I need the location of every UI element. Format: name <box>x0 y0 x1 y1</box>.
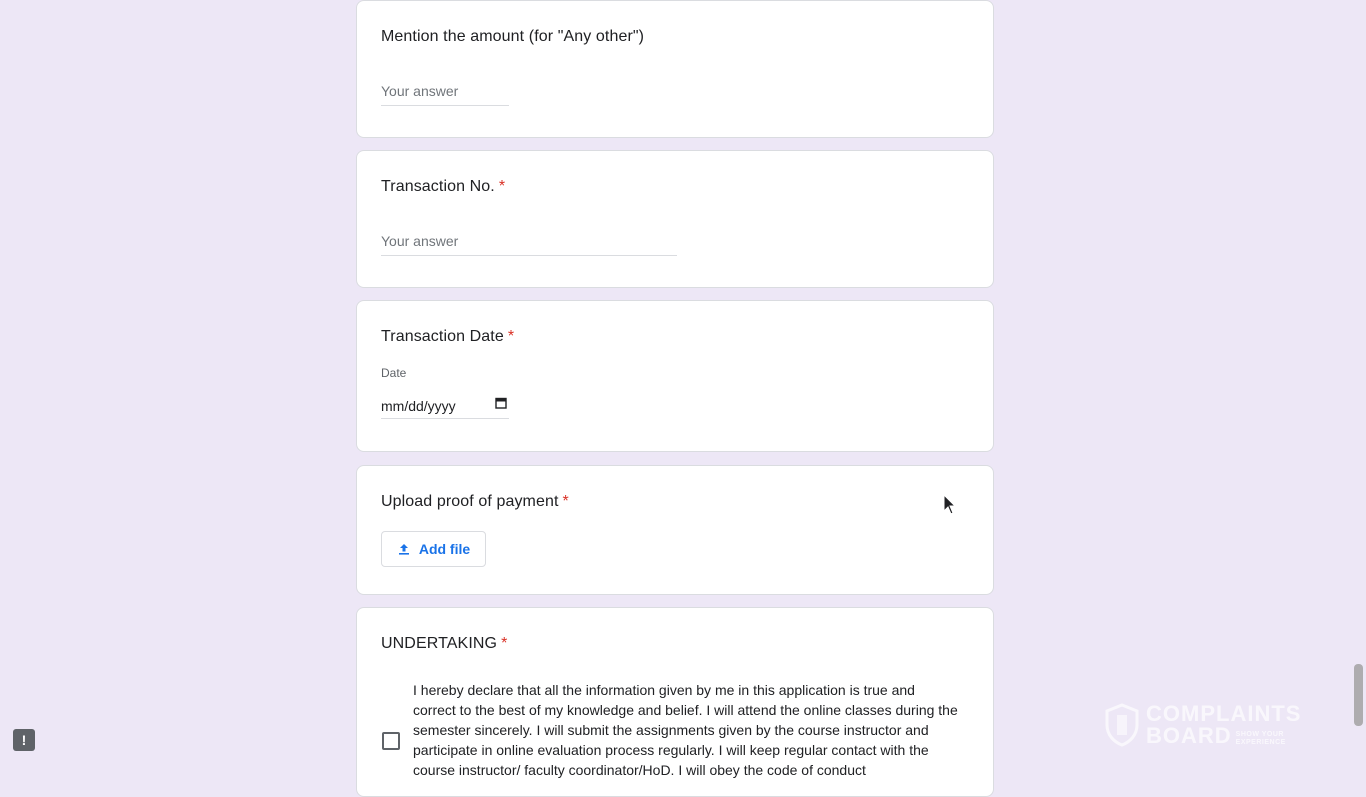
date-label: Date <box>381 366 407 380</box>
transaction-no-card <box>356 150 994 288</box>
complaints-board-watermark <box>1104 703 1301 747</box>
watermark-line2: BOARD <box>1146 723 1232 748</box>
shield-logo-icon <box>1104 703 1140 747</box>
required-mark: * <box>507 328 515 345</box>
watermark-tagline-1: SHOW YOUR <box>1235 731 1284 738</box>
date-placeholder: mm/dd/yyyy <box>381 397 456 414</box>
transaction-no-title-text: Transaction No. <box>381 178 495 195</box>
transaction-date-title <box>381 328 514 346</box>
report-icon[interactable]: ! <box>13 729 35 751</box>
undertaking-title <box>381 635 507 653</box>
upload-proof-card <box>356 465 994 595</box>
mouse-cursor-icon <box>943 494 957 516</box>
transaction-date-title-text: Transaction Date <box>381 328 504 345</box>
amount-question-title: Mention the amount (for "Any other") <box>381 28 645 45</box>
watermark-line2-row <box>1146 725 1301 747</box>
scrollbar-thumb[interactable] <box>1354 664 1363 726</box>
undertaking-card <box>356 607 994 797</box>
transaction-no-input[interactable]: Your answer <box>381 233 677 256</box>
amount-question-card <box>356 0 994 138</box>
calendar-icon[interactable] <box>495 397 507 409</box>
required-mark: * <box>498 178 506 195</box>
upload-proof-title <box>381 493 569 511</box>
transaction-no-title <box>381 178 505 196</box>
watermark-tagline <box>1236 731 1286 747</box>
transaction-date-input[interactable] <box>381 393 509 419</box>
amount-answer-input[interactable]: Your answer <box>381 83 509 106</box>
add-file-label: Add file <box>418 541 471 557</box>
watermark-text <box>1146 703 1301 747</box>
undertaking-declaration: I hereby declare that all the information given by me in this application is true and correct to the best of my knowledge and belief. I will attend the online classes during the semester sincerely. I will submit the assignments given by the course instructor and participate in online evaluation process regularly. I will keep regular contact with the course instructor/ faculty coordinator/HoD. I will obey the code of conduct <box>413 682 958 778</box>
upload-icon <box>397 542 411 556</box>
upload-proof-title-text: Upload proof of payment <box>381 493 559 510</box>
undertaking-title-text: UNDERTAKING <box>381 635 498 652</box>
watermark-line1: COMPLAINTS <box>1146 701 1302 726</box>
transaction-date-card <box>356 300 994 452</box>
add-file-button[interactable] <box>381 531 486 567</box>
required-mark: * <box>501 635 508 652</box>
page-scrollbar[interactable] <box>1351 0 1366 768</box>
required-mark: * <box>562 493 569 510</box>
watermark-tagline-2: EXPERIENCE <box>1235 739 1286 746</box>
undertaking-checkbox[interactable] <box>382 732 400 750</box>
